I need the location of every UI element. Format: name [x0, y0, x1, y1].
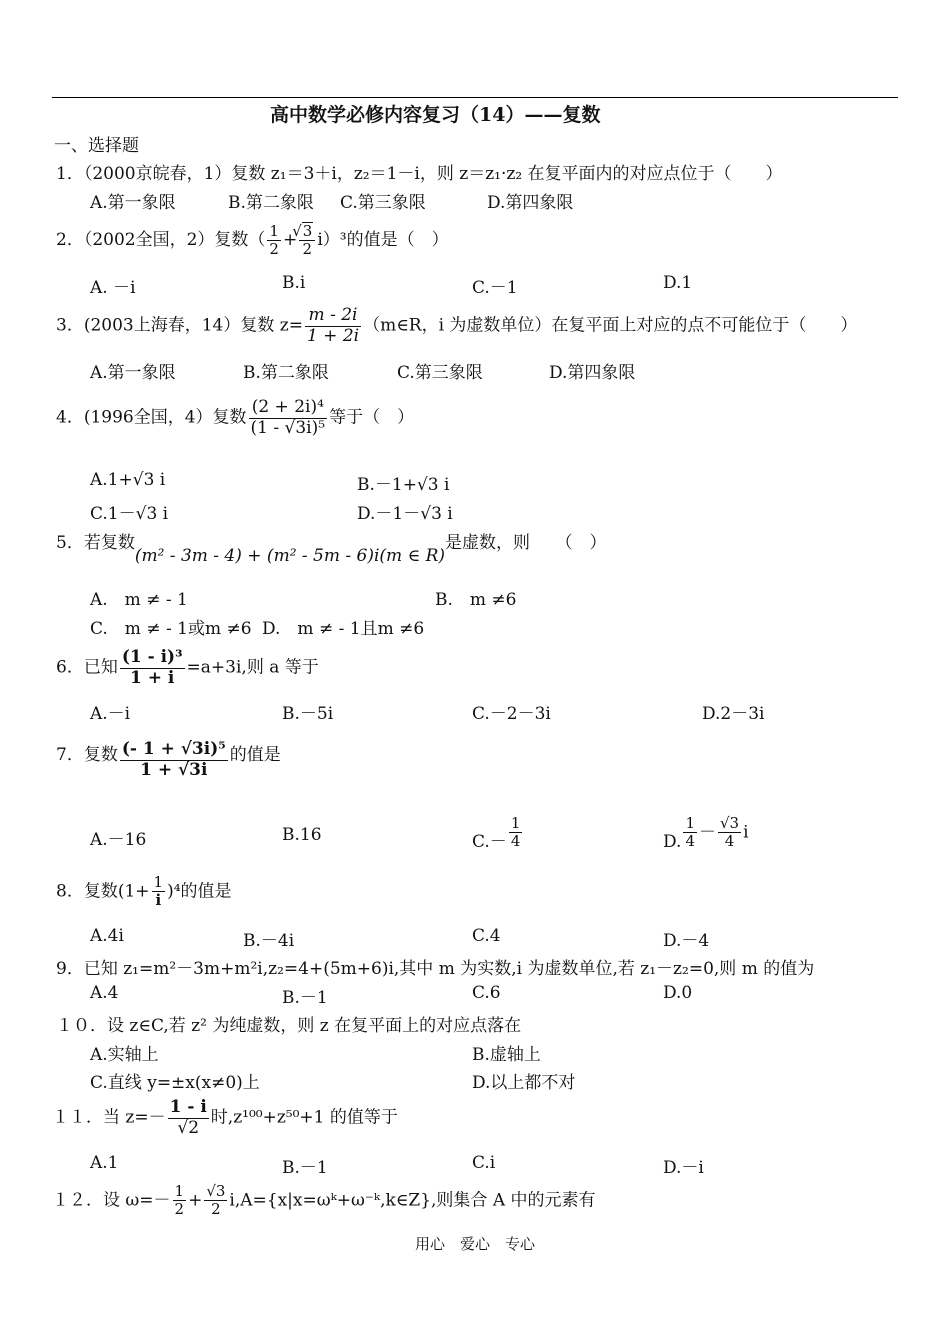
q12-prefix: １２．设 ω=－	[52, 1190, 171, 1211]
q5-option-c: C. m ≠ - 1或m ≠6	[90, 619, 252, 639]
q1-option-b: B.第二象限	[228, 193, 314, 213]
q6-option-b: B.－5i	[282, 704, 334, 724]
q4-suffix: 等于（ ）	[329, 407, 415, 428]
q8-option-c: C.4	[472, 926, 501, 946]
q3-option-d: D.第四象限	[549, 363, 636, 383]
q3-option-b: B.第二象限	[243, 363, 329, 383]
question-4-stem	[56, 398, 414, 438]
q11-fraction: $\frac{1 - i}{√2}$	[169, 1097, 207, 1138]
q7-option-d-fraction-1: $\frac{1}{4}$	[685, 814, 695, 851]
q5-prefix: 5．若复数	[56, 533, 135, 553]
q2-suffix: i）³的值是（ ）	[317, 229, 449, 250]
q1-option-d: D.第四象限	[487, 193, 574, 213]
q11-option-a: A.1	[90, 1153, 119, 1173]
question-11-stem	[52, 1098, 398, 1138]
top-rule	[52, 97, 898, 98]
page-footer: 用心 爱心 专心	[415, 1235, 536, 1253]
q12-fraction-2: $\frac{√3}{2}$	[206, 1182, 226, 1219]
q4-fraction: $\frac{\text{(2 + 2i)⁴}}{\text{(1 - √3i)⁵}}$	[250, 397, 326, 438]
q7-fraction: $\frac{\text{(- 1 + √3i)⁵}}{1 + √3i}$	[121, 739, 226, 780]
q9-option-b: B.－1	[282, 988, 328, 1008]
question-12-stem: １２．设 ω=－ $\frac{1}{2}$ + $\frac{√3}{2}$ i,A={x|x=ωᵏ+ω⁻ᵏ,k∈Z},则集合 A 中的元素有	[52, 1182, 596, 1219]
q3-prefix: 3．(2003上海春，14）复数 z=	[56, 315, 303, 336]
question-2-stem: 2．（2002全国，2）复数（ $\frac{1}{2}$ + √ $\frac{3}{2}$ i）³的值是（ ）	[56, 222, 449, 259]
q3-suffix: （m∈R，i 为虚数单位）在复平面上对应的点不可能位于（ ）	[363, 315, 858, 336]
q6-option-a: A.－i	[90, 704, 131, 724]
q5-suffix: 是虚数，则 （ ）	[445, 533, 607, 553]
q9-option-c: C.6	[472, 983, 501, 1003]
q5-option-b: B. m ≠6	[435, 590, 517, 610]
q10-option-b: B.虚轴上	[472, 1045, 541, 1065]
q7-option-c: C.－ $\frac{1}{4}$	[472, 814, 521, 853]
q4-option-d: D.－1－√3 i	[357, 504, 453, 524]
section-heading: 一、选择题	[54, 136, 139, 156]
q11-prefix: １１．当 z=－	[52, 1107, 166, 1128]
q2-fraction-root3-half: √ $\frac{3}{2}$	[299, 222, 315, 259]
q10-option-c: C.直线 y=±x(x≠0)上	[90, 1073, 260, 1093]
q7-option-d-fraction-2: $\frac{√3}{4}$	[719, 814, 740, 851]
q3-option-a: A.第一象限	[90, 363, 176, 383]
q3-fraction: $\frac{m - 2i}{1 + 2i}$	[306, 305, 360, 346]
q2-option-c: C.－1	[472, 278, 518, 298]
q8-option-b: B.－4i	[243, 931, 295, 951]
question-3-stem	[56, 306, 857, 346]
q11-option-b: B.－1	[282, 1158, 328, 1178]
question-1-stem: 1．（2000京皖春，1）复数 z₁＝3＋i，z₂＝1－i，则 z＝z₁·z₂ 在复平面内的对应点位于（ ）	[56, 164, 783, 184]
q12-fraction-1: $\frac{1}{2}$	[174, 1182, 185, 1219]
q6-suffix: =a+3i,则 a 等于	[186, 657, 319, 678]
q7-prefix: 7．复数	[56, 745, 118, 765]
q6-option-d: D.2－3i	[702, 704, 765, 724]
q6-prefix: 6．已知	[56, 657, 118, 678]
question-5-stem	[56, 528, 607, 566]
q9-option-a: A.4	[90, 983, 119, 1003]
question-8-stem	[56, 874, 232, 910]
q8-prefix: 8．复数(1+	[56, 881, 150, 902]
q8-suffix: )⁴的值是	[167, 881, 232, 902]
q8-fraction: $\frac{1}{i}$	[153, 873, 164, 910]
question-10-stem: １０．设 z∈C,若 z² 为纯虚数，则 z 在复平面上的对应点落在	[56, 1016, 522, 1036]
q5-expression: (m² - 3m - 4) + (m² - 5m - 6)i(m ∈ R)	[134, 546, 446, 566]
q11-suffix: 时,z¹⁰⁰+z⁵⁰+1 的值等于	[210, 1107, 398, 1128]
q6-option-c: C.－2－3i	[472, 704, 551, 724]
question-6-stem	[56, 648, 319, 688]
q6-fraction: $\frac{\text{(1 - i)³}}{1 + i}$	[121, 647, 183, 688]
q7-option-b: B.16	[282, 825, 322, 845]
q8-option-d: D.－4	[663, 931, 710, 951]
q11-option-c: C.i	[472, 1153, 496, 1173]
q4-option-c: C.1－√3 i	[90, 504, 169, 524]
q2-prefix: 2．（2002全国，2）复数（	[56, 229, 266, 250]
page-title: 高中数学必修内容复习（14）——复数	[270, 104, 601, 126]
q5-option-d: D. m ≠ - 1且m ≠6	[262, 619, 425, 639]
q5-option-a: A. m ≠ - 1	[90, 590, 188, 610]
q2-option-b: B.i	[282, 273, 306, 293]
question-9-stem: 9．已知 z₁=m²－3m+m²i,z₂=4+(5m+6)i,其中 m 为实数,i 为虚数单位,若 z₁－z₂=0,则 m 的值为	[56, 959, 815, 979]
q10-option-a: A.实轴上	[90, 1045, 159, 1065]
q2-option-d: D.1	[663, 273, 693, 293]
q2-fraction-half: $\frac{1}{2}$	[269, 221, 279, 258]
q4-option-a: A.1+√3 i	[90, 470, 166, 490]
q10-option-d: D.以上都不对	[472, 1073, 576, 1093]
q9-option-d: D.0	[663, 983, 693, 1003]
q1-option-a: A.第一象限	[90, 193, 176, 213]
q7-option-d: D. $\frac{1}{4}$ － $\frac{√3}{4}$ i	[663, 814, 749, 853]
q3-option-c: C.第三象限	[397, 363, 483, 383]
q7-option-a: A.－16	[90, 830, 147, 850]
question-7-stem	[56, 740, 281, 780]
q7-suffix: 的值是	[229, 745, 281, 765]
q2-option-a: A. －i	[90, 278, 136, 298]
q4-prefix: 4．(1996全国，4）复数	[56, 407, 247, 428]
q8-option-a: A.4i	[90, 926, 124, 946]
q4-option-b: B.－1+√3 i	[357, 475, 450, 495]
q12-suffix: i,A={x|x=ωᵏ+ω⁻ᵏ,k∈Z},则集合 A 中的元素有	[229, 1190, 596, 1211]
q7-option-c-fraction: $\frac{1}{4}$	[510, 814, 521, 851]
q1-option-c: C.第三象限	[340, 193, 426, 213]
q11-option-d: D.－i	[663, 1158, 704, 1178]
